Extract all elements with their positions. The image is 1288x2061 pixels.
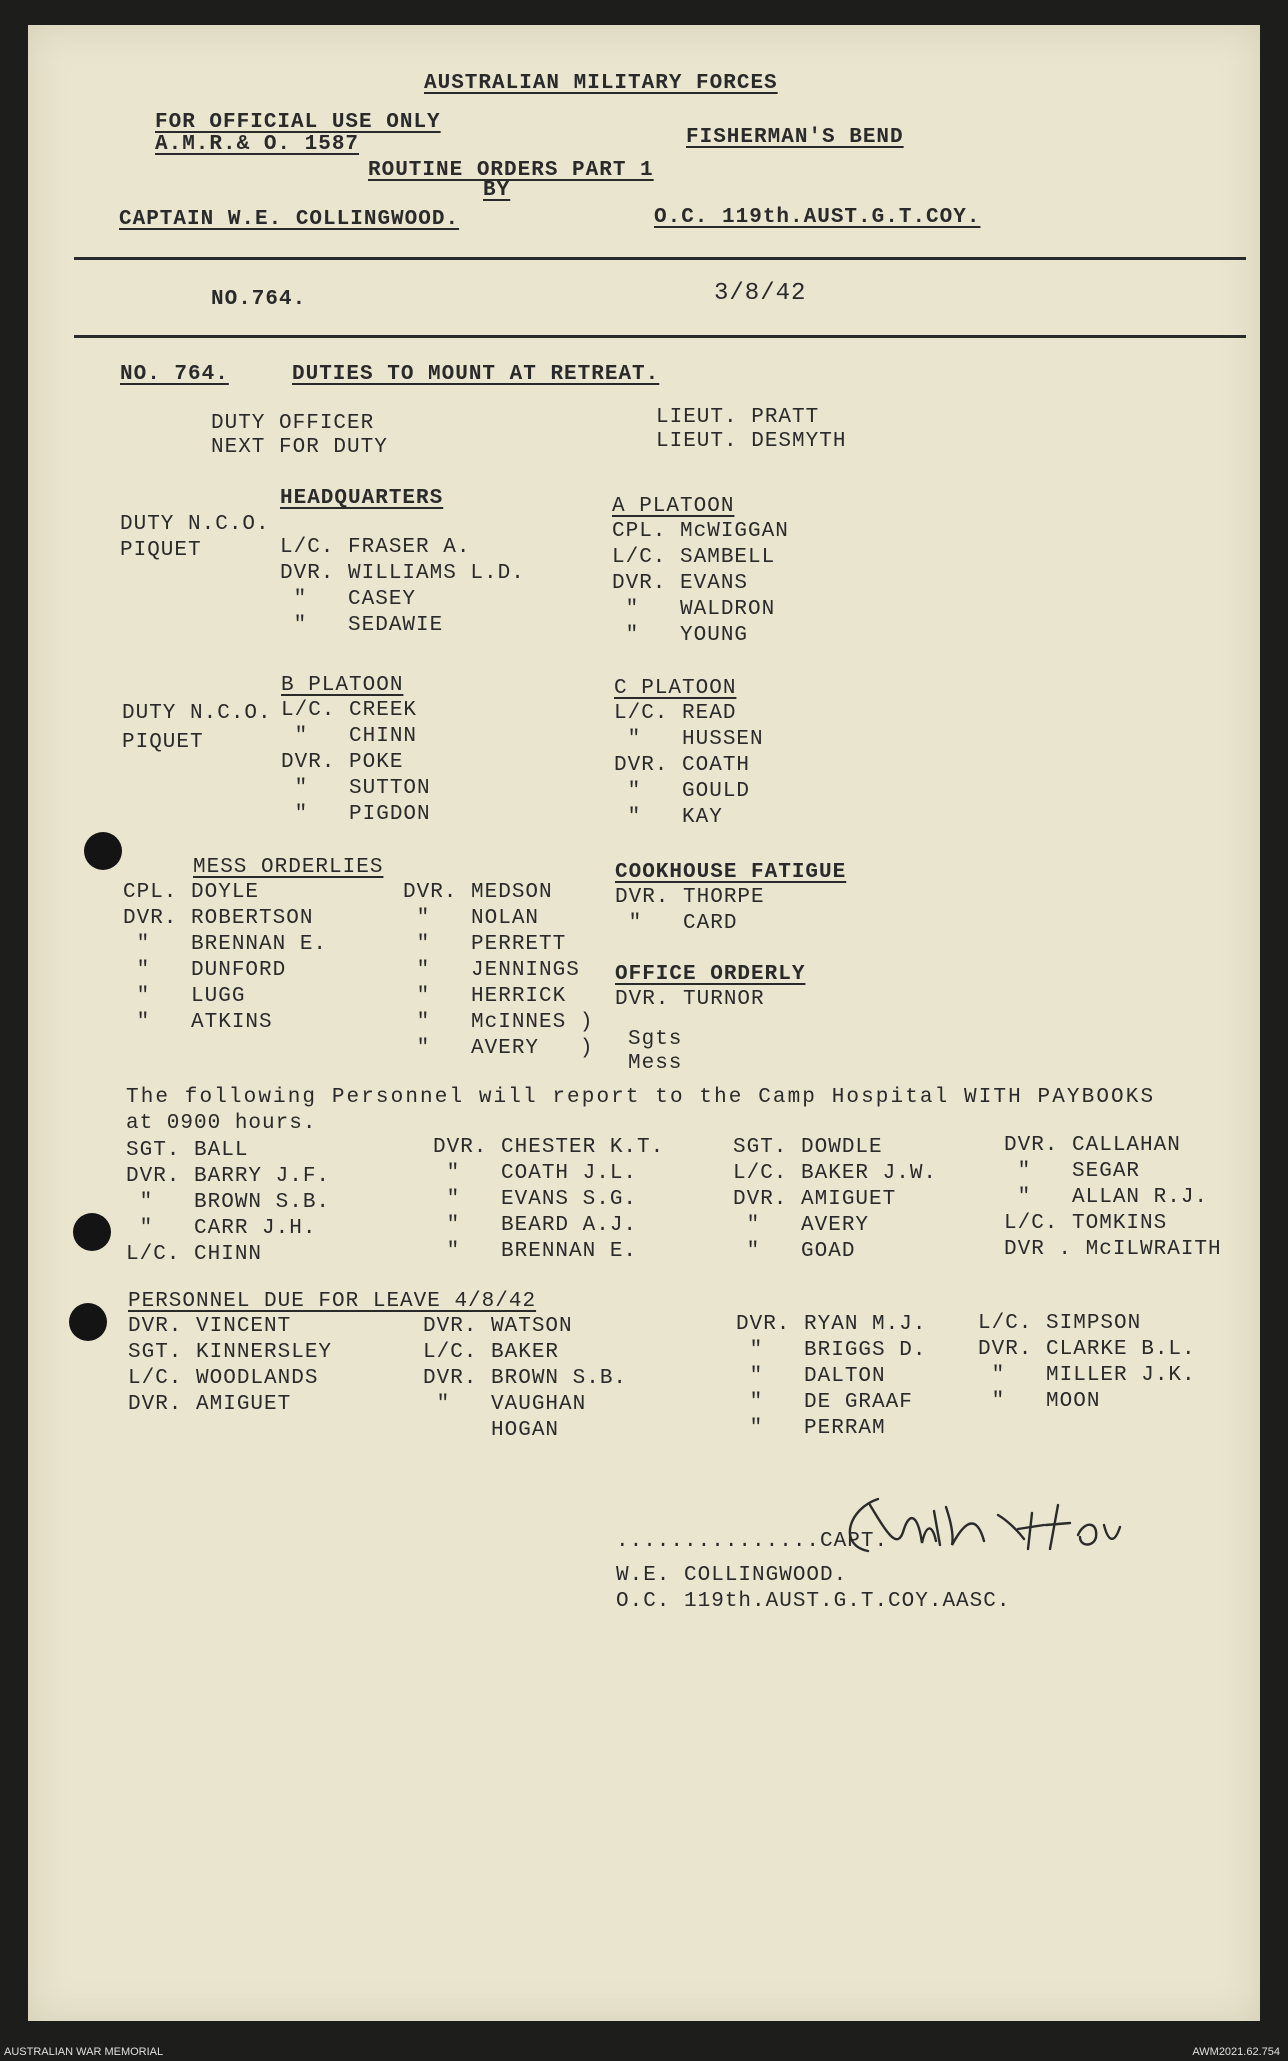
list-item: " BROWN S.B. [126,1191,331,1214]
list-item: " GOAD [733,1240,856,1263]
next-for-duty-name: LIEUT. DESMYTH [656,430,847,453]
list-item: DVR. ROBERTSON [123,907,314,930]
list-item: " CASEY [280,588,417,611]
sgts-note: Sgts [628,1028,683,1051]
c-platoon-title: C PLATOON [614,677,737,700]
b-platoon-title: B PLATOON [281,674,404,697]
list-item: DVR. RYAN M.J. [736,1313,927,1336]
duty-officer-name: LIEUT. PRATT [656,406,820,429]
list-item: " MOON [978,1390,1101,1413]
mess-note: Mess [628,1052,683,1075]
list-item: " MILLER J.K. [978,1364,1196,1387]
cookhouse-title: COOKHOUSE FATIGUE [615,861,847,884]
list-item: " DALTON [736,1365,886,1388]
b-platoon-list [281,698,431,828]
mess-col-1 [123,880,327,1036]
footer-left: AUSTRALIAN WAR MEMORIAL [4,2046,164,2058]
list-item: " SEGAR [1004,1160,1141,1183]
list-item: L/C. CHINN [126,1243,263,1266]
list-item: L/C. CREEK [281,699,418,722]
list-item: L/C. TOMKINS [1004,1212,1168,1235]
list-item: HOGAN [423,1419,560,1442]
list-item: " EVANS S.G. [433,1188,638,1211]
list-item: " PIGDON [281,803,431,826]
list-item: " CHINN [281,725,418,748]
hospital-col-1 [126,1138,330,1268]
punch-hole [84,832,122,870]
signature-dots: ...............CAPT. [616,1530,889,1553]
headquarters-title: HEADQUARTERS [280,487,444,510]
hospital-instruction: The following Personnel will report to the Camp Hospital WITH PAYBOOKS [126,1086,1156,1109]
c-platoon-list [614,701,764,831]
location-heading: FISHERMAN'S BEND [686,126,904,149]
official-use-line: FOR OFFICIAL USE ONLY [155,111,441,134]
list-item: " KAY [614,806,723,829]
leave-col-4 [978,1311,1196,1415]
list-item: " BRENNAN E. [123,933,328,956]
list-item: DVR. COATH [614,754,751,777]
list-item: L/C. SIMPSON [978,1312,1142,1335]
piquet-label: PIQUET [122,731,204,754]
piquet-label: PIQUET [120,539,202,562]
duties-heading: DUTIES TO MOUNT AT RETREAT. [292,363,660,386]
leave-title: PERSONNEL DUE FOR LEAVE 4/8/42 [128,1290,537,1313]
a-platoon-title: A PLATOON [612,495,735,518]
list-item: L/C. FRASER A. [280,536,471,559]
list-item: " COATH J.L. [433,1162,638,1185]
oc-line: O.C. 119th.AUST.G.T.COY. [654,206,981,229]
signatory-title: O.C. 119th.AUST.G.T.COY.AASC. [616,1590,1011,1613]
list-item: SGT. KINNERSLEY [128,1341,333,1364]
list-item: SGT. BALL [126,1139,249,1162]
signatory-name: W.E. COLLINGWOOD. [616,1564,848,1587]
list-item: " WALDRON [612,598,776,621]
list-item: DVR. WILLIAMS L.D. [280,562,525,585]
list-item: " DE GRAAF [736,1391,913,1414]
list-item: SGT. DOWDLE [733,1136,883,1159]
list-item: " HERRICK [403,985,567,1008]
captain-line: CAPTAIN W.E. COLLINGWOOD. [119,208,460,231]
order-number: NO.764. [211,288,307,311]
list-item: DVR. CHESTER K.T. [433,1136,665,1159]
list-item: DVR. CALLAHAN [1004,1134,1181,1157]
list-item: DVR. EVANS [612,572,749,595]
list-item: " JENNINGS [403,959,580,982]
punch-hole [73,1213,111,1251]
second-divider [74,335,1246,338]
hospital-col-4 [1004,1133,1222,1263]
list-item: " HUSSEN [614,728,764,751]
list-item: DVR . McILWRAITH [1004,1238,1222,1261]
list-item: DVR. AMIGUET [128,1393,292,1416]
list-item: " SUTTON [281,777,431,800]
list-item: " BRIGGS D. [736,1339,927,1362]
list-item: " McINNES ) [403,1011,594,1034]
list-item: DVR. TURNOR [615,988,765,1011]
list-item: CPL. DOYLE [123,881,260,904]
list-item: DVR. THORPE [615,886,765,909]
document-page [28,25,1260,2021]
duty-officer-label: DUTY OFFICER [211,412,375,435]
a-platoon-list [612,519,789,649]
list-item: " AVERY [733,1214,870,1237]
duty-nco-label: DUTY N.C.O. [120,513,270,536]
hospital-col-3 [733,1135,937,1265]
list-item: DVR. BARRY J.F. [126,1165,331,1188]
list-item: DVR. WATSON [423,1315,573,1338]
top-divider [74,257,1246,260]
list-item: " PERRETT [403,933,567,956]
list-item: " VAUGHAN [423,1393,587,1416]
regulation-ref: A.M.R.& O. 1587 [155,133,360,156]
forces-heading: AUSTRALIAN MILITARY FORCES [424,72,778,95]
list-item: " CARR J.H. [126,1217,317,1240]
cookhouse-list [615,885,765,937]
next-for-duty-label: NEXT FOR DUTY [211,436,388,459]
list-item: " BRENNAN E. [433,1240,638,1263]
leave-col-1 [128,1314,332,1418]
list-item: L/C. BAKER [423,1341,560,1364]
list-item: " NOLAN [403,907,540,930]
list-item: " GOULD [614,780,751,803]
by-line: BY [483,179,511,202]
headquarters-list [280,535,525,639]
mess-orderlies-title: MESS ORDERLIES [193,856,384,879]
list-item: " ALLAN R.J. [1004,1186,1209,1209]
punch-hole [69,1303,107,1341]
list-item: " SEDAWIE [280,614,444,637]
footer-right: AWM2021.62.754 [1192,2046,1280,2058]
list-item: L/C. BAKER J.W. [733,1162,938,1185]
list-item: L/C. WOODLANDS [128,1367,319,1390]
leave-col-2 [423,1314,627,1444]
list-item: " DUNFORD [123,959,287,982]
list-item: DVR. AMIGUET [733,1188,897,1211]
duties-number: NO. 764. [120,363,229,386]
mess-col-2 [403,880,593,1062]
office-orderly-title: OFFICE ORDERLY [615,963,806,986]
list-item: DVR. BROWN S.B. [423,1367,628,1390]
list-item: " YOUNG [612,624,749,647]
routine-orders-title: ROUTINE ORDERS PART 1 [368,159,654,182]
order-date: 3/8/42 [714,280,807,307]
office-orderly-list [615,987,765,1013]
list-item: DVR. POKE [281,751,404,774]
list-item: " PERRAM [736,1417,886,1440]
list-item: DVR. CLARKE B.L. [978,1338,1196,1361]
duty-nco-label: DUTY N.C.O. [122,702,272,725]
list-item: DVR. MEDSON [403,881,553,904]
list-item: L/C. SAMBELL [612,546,776,569]
list-item: CPL. McWIGGAN [612,520,789,543]
list-item: " AVERY ) [403,1037,594,1060]
list-item: " ATKINS [123,1011,273,1034]
hospital-time: at 0900 hours. [126,1112,317,1135]
hospital-col-2 [433,1135,664,1265]
list-item: " CARD [615,912,738,935]
leave-col-3 [736,1312,926,1442]
list-item: L/C. READ [614,702,737,725]
list-item: DVR. VINCENT [128,1315,292,1338]
list-item: " BEARD A.J. [433,1214,638,1237]
list-item: " LUGG [123,985,246,1008]
